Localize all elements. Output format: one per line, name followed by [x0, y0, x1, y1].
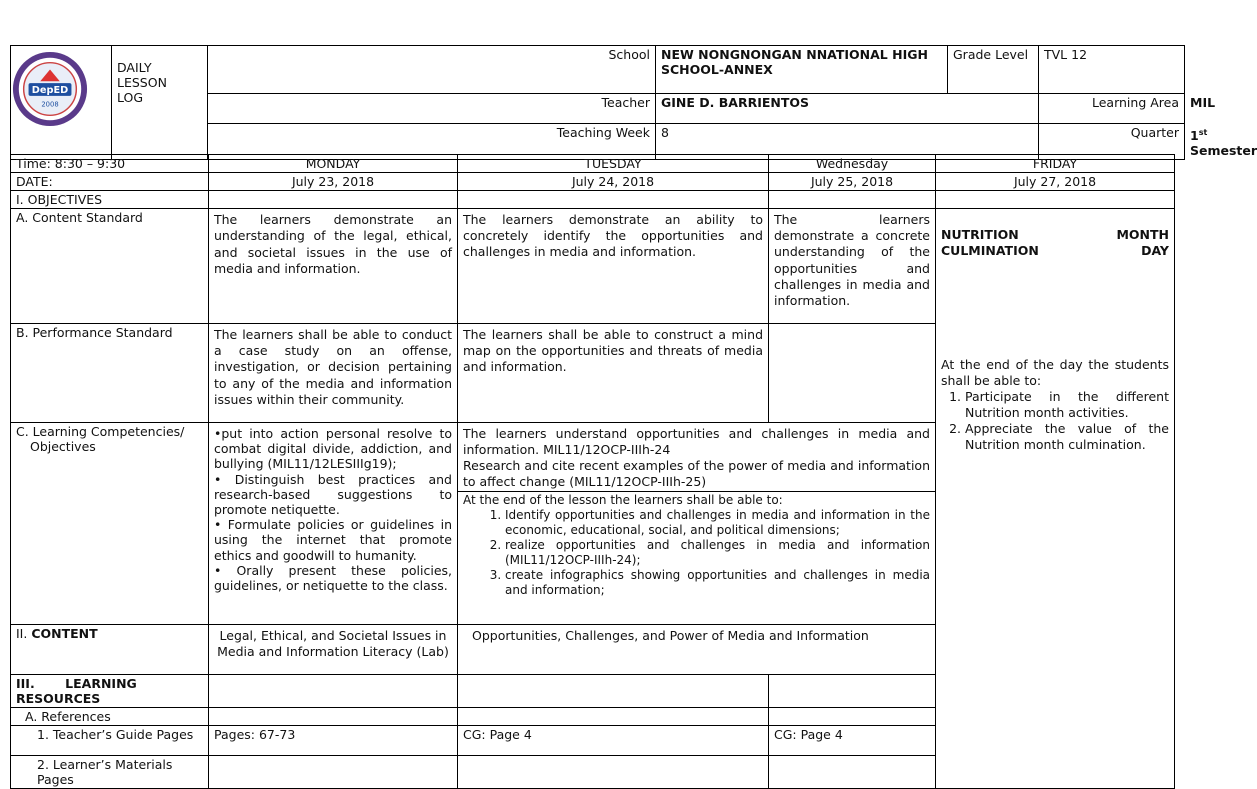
date-tuesday: July 24, 2018	[458, 173, 769, 191]
comp-tw-item-1: 1. Identify opportunities and challenges in media and information in the economic, educational, social, and political dimensions;	[505, 508, 930, 538]
teachers-guide-tuesday: CG: Page 4	[458, 726, 769, 756]
date-friday: July 27, 2018	[936, 173, 1175, 191]
content-standard-wednesday: The learners demonstrate a concrete understanding of the opportunities and challenges in media and information.	[769, 209, 936, 324]
deped-seal-icon	[11, 50, 89, 128]
learners-materials-label: 2. Learner’s Materials Pages	[11, 756, 209, 789]
resources-heading: III. LEARNING RESOURCES	[11, 675, 209, 708]
competencies-tue-wed	[458, 423, 936, 625]
teachers-guide-wednesday: CG: Page 4	[769, 726, 936, 756]
friday-item-2: 2. Appreciate the value of the Nutrition month culmination.	[965, 421, 1169, 453]
teachers-guide-label: 1. Teacher’s Guide Pages	[11, 726, 209, 756]
comp-tw-item-3: 3. create infographics showing opportunities and challenges in media and information;	[505, 568, 930, 598]
grade-label: Grade Level	[948, 46, 1039, 94]
svg-text:DepED: DepED	[31, 84, 69, 96]
performance-standard-label: B. Performance Standard	[11, 324, 209, 423]
date-label: DATE:	[11, 173, 209, 191]
date-wednesday: July 25, 2018	[769, 173, 936, 191]
friday-cell	[936, 209, 1175, 789]
week-label: Teaching Week	[208, 124, 656, 160]
comp-mon-4: • Orally present these policies, guidelines, or netiquette to the class.	[214, 562, 452, 594]
objectives-heading: I. OBJECTIVES	[11, 191, 209, 209]
content-monday: Legal, Ethical, and Societal Issues in Media and Information Literacy (Lab)	[209, 625, 458, 675]
day-friday: FRIDAY	[936, 155, 1175, 173]
time-label: Time: 8:30 – 9:30	[11, 155, 209, 173]
performance-standard-monday: The learners shall be able to conduct a case study on an offense, investigation, or decision pertaining to any of the media and information issues within their community.	[209, 324, 458, 423]
references-label: A. References	[11, 708, 209, 726]
friday-intro: At the end of the day the students shall be able to:	[941, 357, 1169, 388]
competencies-monday	[209, 423, 458, 625]
dll-title-line-2: LESSON	[117, 75, 167, 90]
dll-title-cell	[112, 46, 208, 160]
quarter-label: Quarter	[1039, 124, 1185, 160]
day-monday: MONDAY	[209, 155, 458, 173]
dll-title-line-1: DAILY	[117, 60, 152, 75]
lesson-table	[10, 154, 1175, 789]
friday-item-1: 1. Participate in the different Nutrition month activities.	[965, 389, 1169, 421]
friday-title: NUTRITION MONTH CULMINATION DAY	[941, 227, 1169, 258]
competencies-label: C. Learning Competencies/ Objectives	[11, 423, 209, 625]
comp-tw-2: Research and cite recent examples of the power of media and information to affect change (MIL11/12OCP-IIIh-25)	[463, 458, 930, 489]
area-label: Learning Area	[1039, 94, 1185, 124]
teacher-label: Teacher	[208, 94, 656, 124]
dll-title-line-3: LOG	[117, 90, 144, 105]
content-standard-label: A. Content Standard	[11, 209, 209, 324]
teacher-value: GINE D. BARRIENTOS	[656, 94, 1039, 124]
svg-text:2008: 2008	[41, 100, 59, 109]
school-label: School	[208, 46, 656, 94]
grade-value: TVL 12	[1039, 46, 1185, 94]
week-value: 8	[656, 124, 1039, 160]
performance-standard-tuesday: The learners shall be able to construct a mind map on the opportunities and threats of media and information.	[458, 324, 769, 423]
date-monday: July 23, 2018	[209, 173, 458, 191]
day-wednesday: Wednesday	[769, 155, 936, 173]
school-value: NEW NONGNONGAN NNATIONAL HIGH SCHOOL-ANNEX	[656, 46, 948, 94]
comp-tw-1: The learners understand opportunities and challenges in media and information. MIL11/12OCP-IIIh-24	[463, 426, 930, 457]
comp-mon-3: • Formulate policies or guidelines in using the internet that promote ethics and goodwill to humanity.	[214, 517, 452, 563]
content-tue-wed: Opportunities, Challenges, and Power of Media and Information	[458, 625, 936, 675]
content-standard-monday: The learners demonstrate an understanding of the legal, ethical, and societal issues in the use of media and information.	[209, 209, 458, 324]
header-table: DepED 2008 DAILY LESSON LOG School NEW NONGNONGAN NNATIONAL HIGH SCHOOL-ANNEX Grade Level TVL 12 Teacher GINE D. BARRIENTOS Learning Area MIL Teaching Week 8 Quarter 1st Semester	[10, 45, 1185, 160]
comp-tw-item-2: 2. realize opportunities and challenges in media and information (MIL11/12OCP-IIIh-24);	[505, 538, 930, 568]
seal-cell	[11, 46, 112, 160]
comp-tw-intro: At the end of the lesson the learners shall be able to:	[463, 493, 783, 507]
comp-mon-2: • Distinguish best practices and research-based suggestions to promote netiquette.	[214, 471, 452, 518]
content-standard-tuesday: The learners demonstrate an ability to concretely identify the opportunities and challenges in media and information.	[458, 209, 769, 324]
teachers-guide-monday: Pages: 67-73	[209, 726, 458, 756]
content-heading: II. CONTENT	[11, 625, 209, 675]
day-tuesday: TUESDAY	[458, 155, 769, 173]
comp-mon-1: •put into action personal resolve to combat digital divide, addiction, and bullying (MIL11/12LESIIIg19);	[214, 426, 452, 472]
